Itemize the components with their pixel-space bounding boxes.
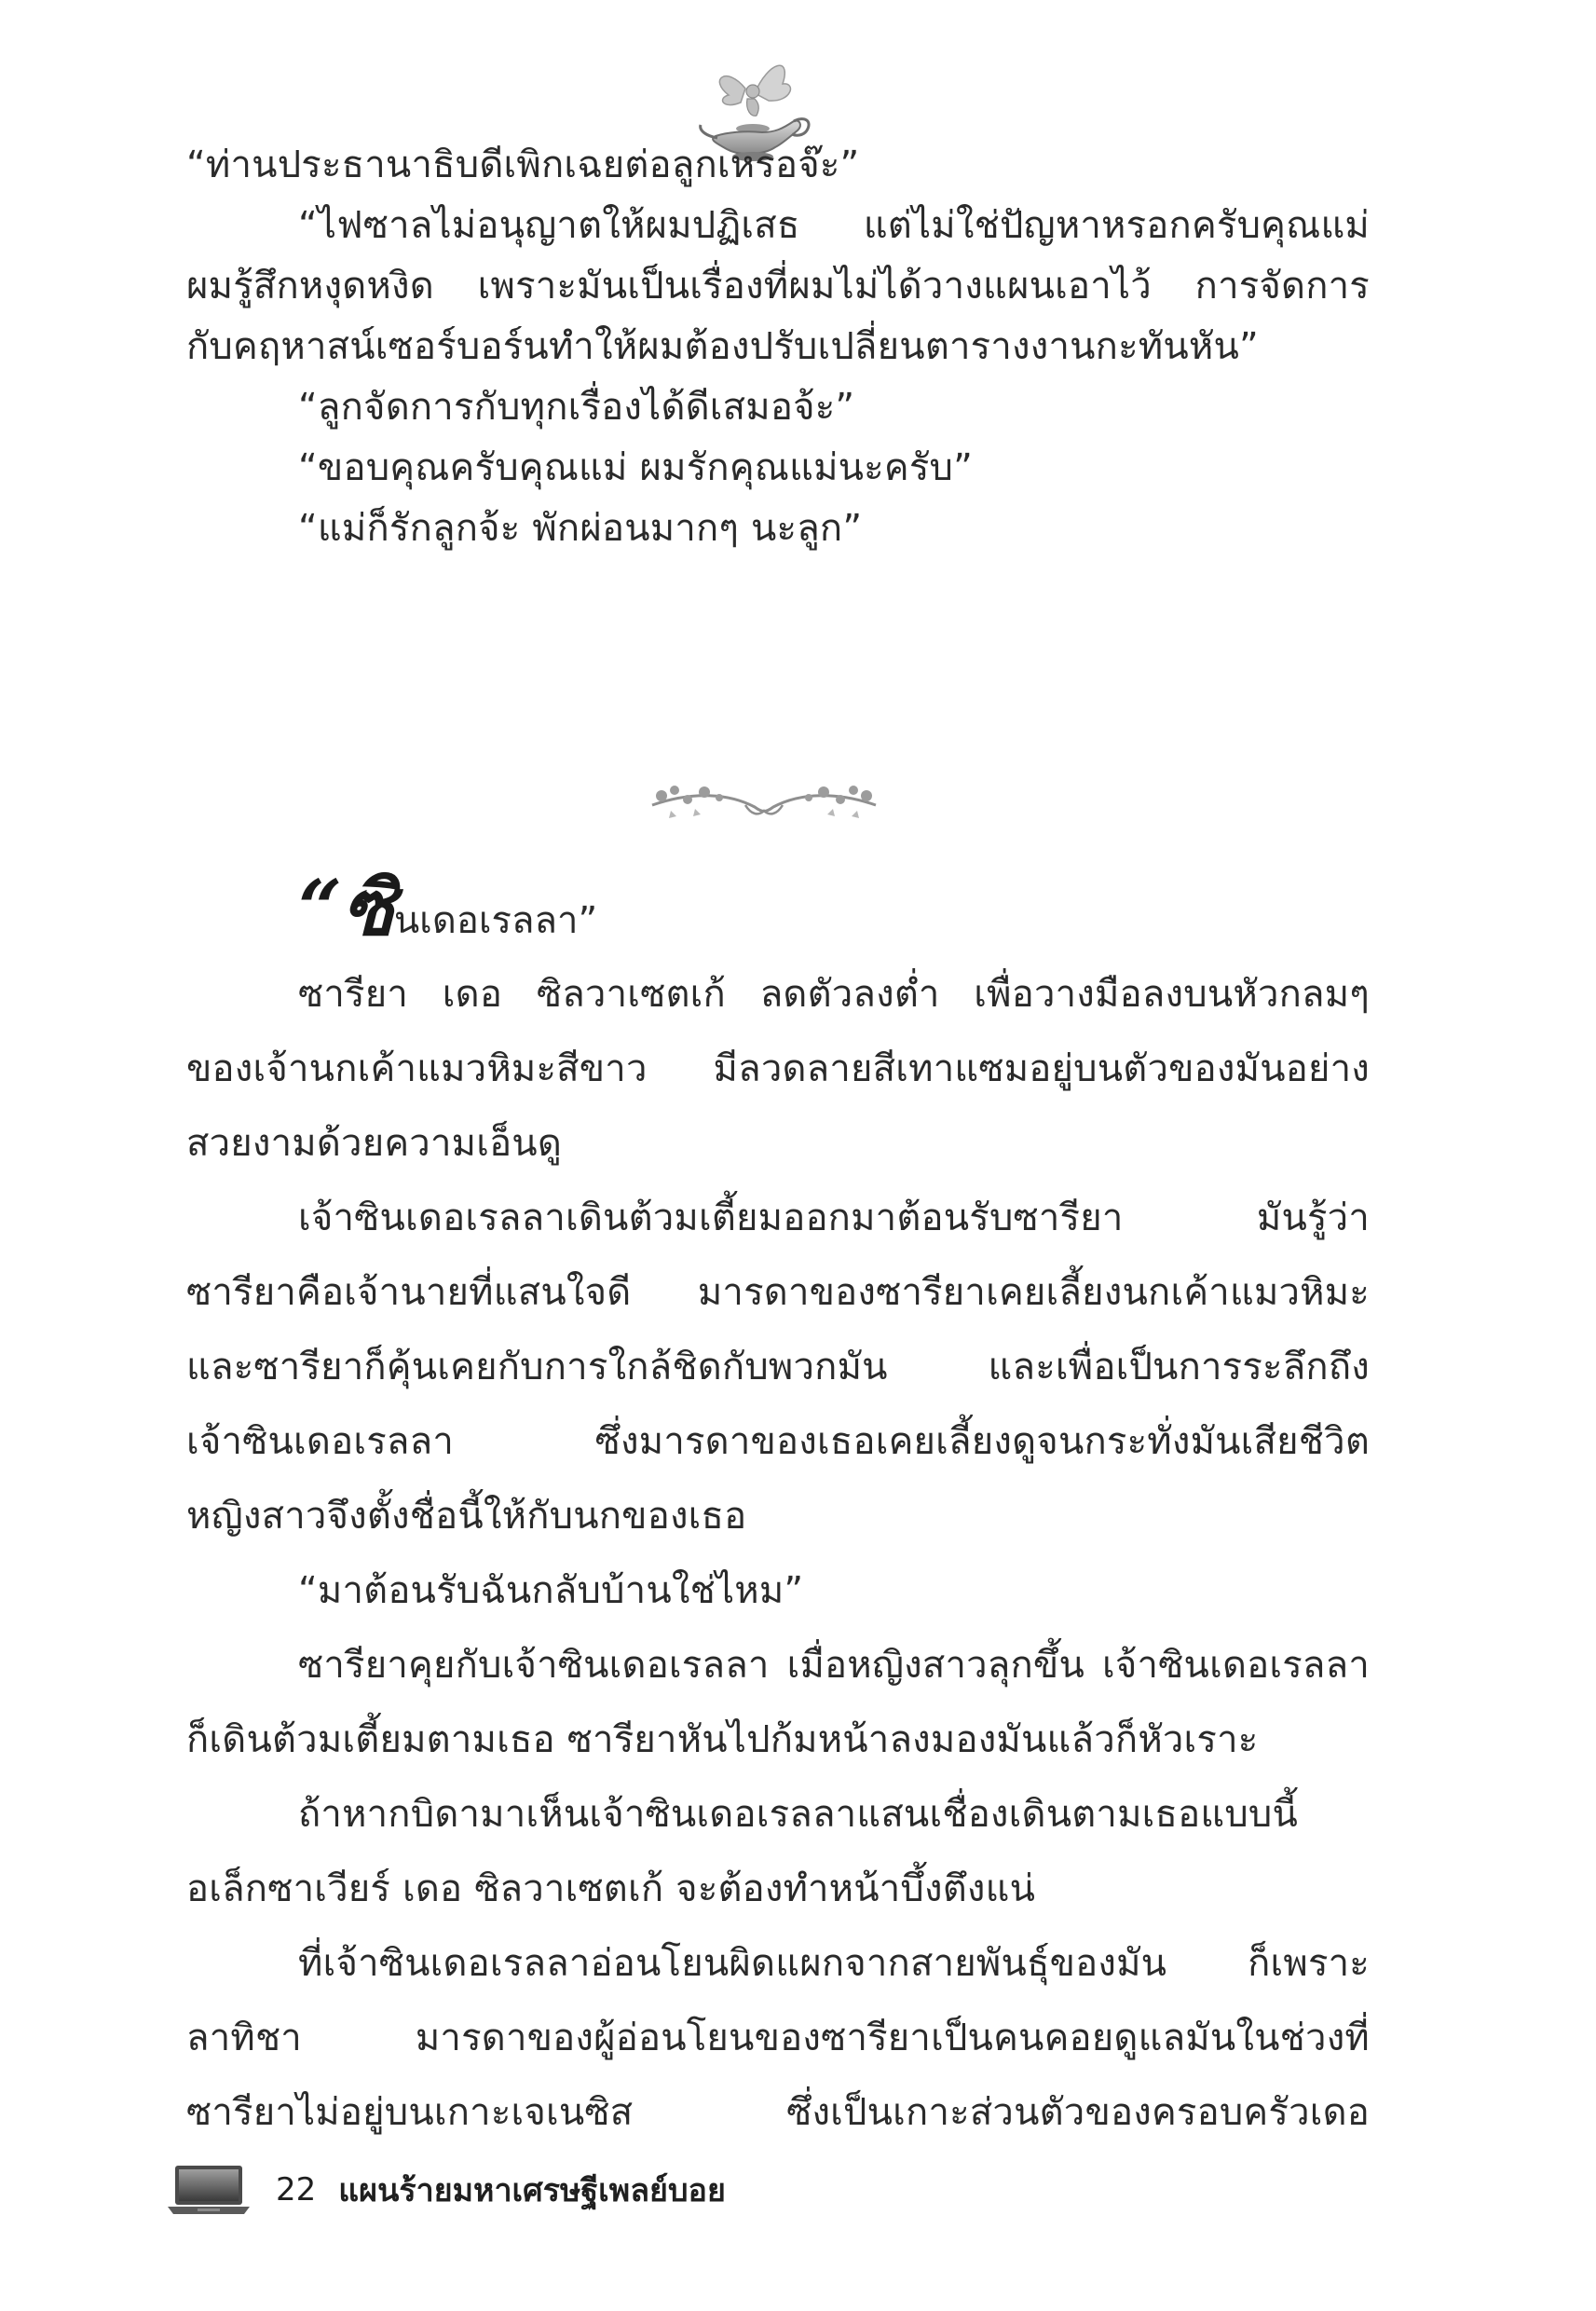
chapter-opening xyxy=(298,864,598,953)
floral-vine-divider-icon xyxy=(634,773,894,829)
text-line: หญิงสาวจึงตั้งชื่อนี้ให้กับนกของเธอ xyxy=(186,1495,747,1538)
text-line: ลาทิชา มารดาของผู้อ่อนโยนของซารียาเป็นคนคอยดูแลมันในช่วงที่ xyxy=(186,2017,1370,2059)
laptop-icon xyxy=(166,2162,252,2218)
text-line: “แม่ก็รักลูกจ้ะ พักผ่อนมากๆ นะลูก” xyxy=(298,507,863,550)
text-line: กับคฤหาสน์เซอร์บอร์นทำให้ผมต้องปรับเปลี่ยนตารางงานกะทันหัน” xyxy=(186,325,1259,368)
text-line: เจ้าซินเดอเรลลา ซึ่งมารดาของเธอเคยเลี้ยงดูจนกระทั่งมันเสียชีวิต xyxy=(186,1420,1370,1463)
book-title: แผนร้ายมหาเศรษฐีเพลย์บอย xyxy=(338,2172,726,2209)
text-line: “ลูกจัดการกับทุกเรื่องได้ดีเสมอจ้ะ” xyxy=(298,386,855,429)
text-line: ซารียาคุยกับเจ้าซินเดอเรลลา เมื่อหญิงสาวลุกขึ้น เจ้าซินเดอเรลลา xyxy=(298,1644,1370,1687)
text-line: ก็เดินต้วมเตี้ยมตามเธอ ซารียาหันไปก้มหน้าลงมองมันแล้วก็หัวเราะ xyxy=(186,1718,1259,1761)
drop-cap-rest: นเดอเรลลา” xyxy=(393,899,598,942)
text-line: ของเจ้านกเค้าแมวหิมะสีขาว มีลวดลายสีเทาแซมอยู่บนตัวของมันอย่าง xyxy=(186,1047,1370,1090)
page-footer xyxy=(166,2162,726,2218)
text-line: ซารียาคือเจ้านายที่แสนใจดี มารดาของซารียาเคยเลี้ยงนกเค้าแมวหิมะ xyxy=(186,1271,1370,1314)
text-line: ถ้าหากบิดามาเห็นเจ้าซินเดอเรลลาแสนเชื่องเดินตามเธอแบบนี้ xyxy=(298,1793,1299,1836)
text-line: และซารียาก็คุ้นเคยกับการใกล้ชิดกับพวกมัน และเพื่อเป็นการระลึกถึง xyxy=(186,1346,1370,1388)
text-line: เจ้าซินเดอเรลลาเดินต้วมเตี้ยมออกมาต้อนรับซารียา มันรู้ว่า xyxy=(298,1197,1370,1239)
text-line: ซารียา เดอ ซิลวาเซตเก้ ลดตัวลงต่ำ เพื่อวางมือลงบนหัวกลมๆ xyxy=(298,973,1370,1016)
text-line: “ขอบคุณครับคุณแม่ ผมรักคุณแม่นะครับ” xyxy=(298,446,974,489)
text-line: “มาต้อนรับฉันกลับบ้านใช่ไหม” xyxy=(298,1569,804,1612)
drop-cap: “ซิ xyxy=(298,864,394,953)
text-line: สวยงามด้วยความเอ็นดู xyxy=(186,1122,563,1165)
text-line: ที่เจ้าซินเดอเรลลาอ่อนโยนผิดแผกจากสายพันธุ์ของมัน ก็เพราะ xyxy=(298,1942,1370,1985)
text-line: “ไฟซาลไม่อนุญาตให้ผมปฏิเสธ แต่ไม่ใช่ปัญหาหรอกครับคุณแม่ xyxy=(298,204,1370,247)
text-line: ซารียาไม่อยู่บนเกาะเจเนซิส ซึ่งเป็นเกาะส่วนตัวของครอบครัวเดอ xyxy=(186,2091,1370,2134)
page-number: 22 xyxy=(276,2171,317,2208)
text-line: อเล็กซาเวียร์ เดอ ซิลวาเซตเก้ จะต้องทำหน้าบึ้งตึงแน่ xyxy=(186,1867,1036,1910)
text-line: “ท่านประธานาธิบดีเพิกเฉยต่อลูกเหรอจ๊ะ” xyxy=(186,144,860,186)
text-line: ผมรู้สึกหงุดหงิด เพราะมันเป็นเรื่องที่ผมไม่ได้วางแผนเอาไว้ การจัดการ xyxy=(186,265,1370,308)
